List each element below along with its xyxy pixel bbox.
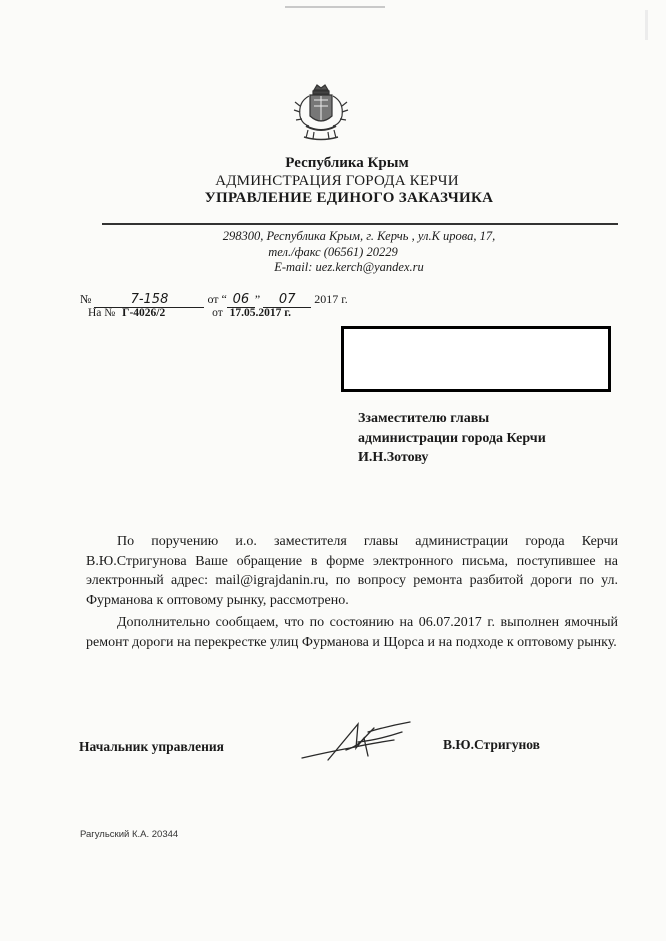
administration-heading: АДМИНСТРАЦИЯ ГОРОДА КЕРЧИ	[215, 173, 459, 189]
letter-body	[86, 532, 618, 652]
addressee-name: И.Н.Зотову	[358, 450, 429, 465]
reference-number: Г-4026/2	[122, 307, 166, 319]
handwritten-signature	[298, 718, 416, 766]
addressee-line: Ззаместителю главы	[358, 411, 490, 426]
email-line: E-mail: uez.kerch@yandex.ru	[274, 260, 424, 274]
outgoing-number-line: № 7-158 от “ 06 ” 07 2017 г.	[80, 292, 348, 307]
addressee-line: администрации города Керчи	[358, 430, 546, 446]
signatory-title: Начальник управления	[79, 739, 224, 754]
phone-line: тел./факс (06561) 20229	[268, 245, 398, 259]
reference-from-label: от	[212, 307, 223, 319]
number-label: №	[80, 292, 92, 306]
reference-label: На №	[88, 307, 116, 319]
redacted-box	[341, 326, 611, 392]
body-paragraph: Дополнительно сообщаем, что по состоянию на 06.07.2017 г. выполнен ямочный ремонт дороги на перекрестке улиц Фурманова и Щорса и на подходе к оптовому рынку.	[86, 615, 618, 650]
signatory-name: В.Ю.Стригунов	[443, 737, 540, 752]
outgoing-number: 7-158	[94, 293, 204, 308]
scan-artifact	[645, 10, 648, 40]
address-line: 298300, Республика Крым, г. Керчь , ул.К ирова, 17,	[222, 229, 496, 243]
body-paragraph: По поручению и.о. заместителя главы администрации города Керчи В.Ю.Стригунова Ваше обращение в форме электронного письма, поступившее на электронный адрес: mail@igrajdanin.ru, по вопросу ремонта разбитой дороги по ул. Фурманова к оптовому рынку, рассмотрено.	[86, 534, 618, 608]
outgoing-day: 06	[227, 293, 255, 308]
reference-line	[88, 307, 291, 319]
header-divider	[102, 223, 618, 225]
scan-artifact	[285, 6, 385, 8]
outgoing-year: 2017 г.	[314, 292, 348, 306]
republic-heading: Республика Крым	[285, 155, 409, 171]
outgoing-month: 07	[263, 293, 311, 308]
executor-note: Рагульский К.А. 20344	[80, 829, 179, 840]
reference-date: 17.05.2017 г.	[229, 307, 292, 319]
coat-of-arms-emblem	[292, 82, 350, 142]
department-heading: УПРАВЛЕНИЕ ЕДИНОГО ЗАКАЗЧИКА	[204, 190, 494, 206]
from-label: от	[207, 292, 219, 306]
addressee-block	[358, 409, 546, 468]
